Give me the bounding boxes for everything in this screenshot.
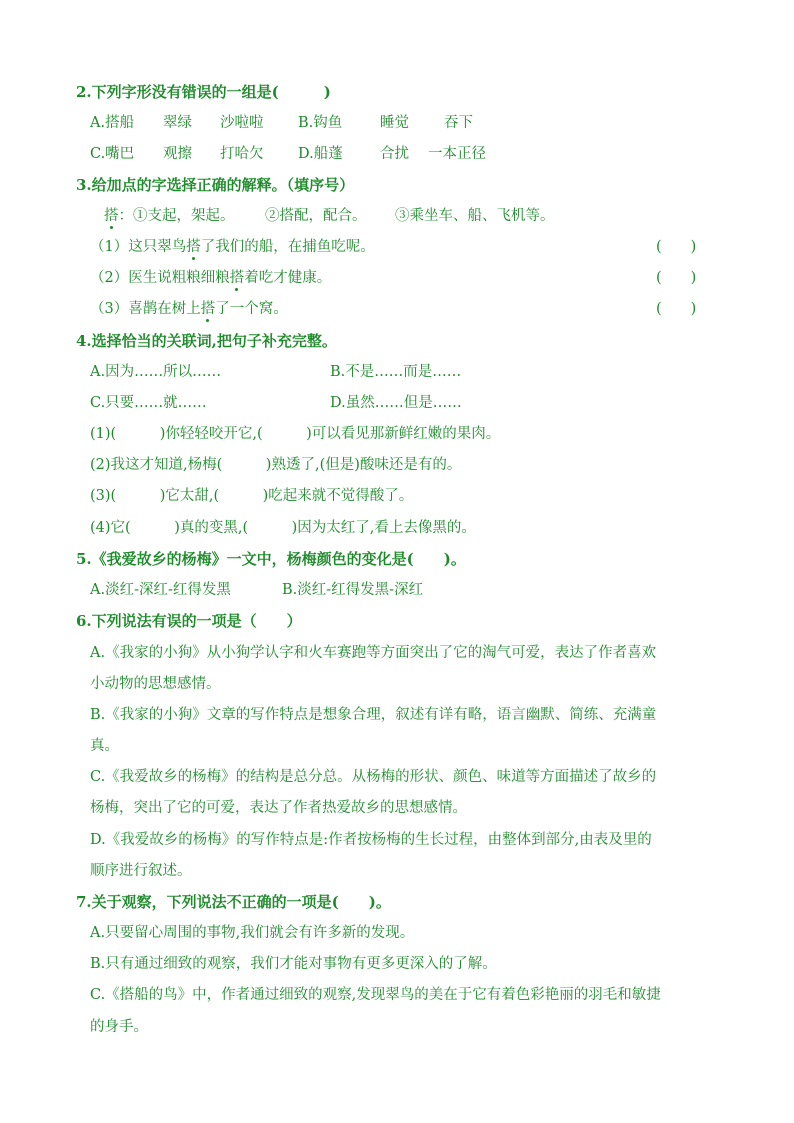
q4-sentence-2: (2)我这才知道,杨梅( )熟透了,(但是)酸味还是有的。 bbox=[90, 457, 462, 473]
q2-option-b-word-2: 睡觉 bbox=[380, 115, 409, 131]
q2-option-c-word-2: 观擦 bbox=[163, 146, 192, 162]
q4-sentence-3: (3)( )它太甜,( )吃起来就不觉得酸了。 bbox=[90, 488, 414, 504]
q3-item-2-answer-blank[interactable]: ( ) bbox=[656, 270, 697, 286]
q4-option-d: D.虽然……但是…… bbox=[330, 395, 462, 411]
q3-def-colon: ： bbox=[118, 208, 133, 224]
q2-option-d-word-2: 合扰 bbox=[380, 146, 409, 162]
q7-option-c-line-1: C.《搭船的鸟》中，作者通过细致的观察,发现翠鸟的美在于它有着色彩艳丽的羽毛和敏捷 bbox=[90, 987, 661, 1003]
q6-option-a-line-1: A.《我家的小狗》从小狗学认字和火车赛跑等方面突出了它的淘气可爱，表达了作者喜欢 bbox=[90, 645, 657, 661]
q3-definition-2: ②搭配，配合。 bbox=[265, 208, 367, 224]
q3-item-3: （3）喜鹊在树上搭了一个窝。 bbox=[90, 301, 288, 317]
q3-item-1-dotted-char: 搭 bbox=[186, 239, 201, 255]
q2-option-b-word-3: 吞下 bbox=[444, 115, 473, 131]
q2-option-a-word-3: 沙啦啦 bbox=[220, 115, 264, 131]
q3-definition-3: ③乘坐车、船、飞机等。 bbox=[395, 208, 555, 224]
q4-option-b: B.不是……而是…… bbox=[330, 364, 462, 380]
q6-option-d-line-1: D.《我爱故乡的杨梅》的写作特点是:作者按杨梅的生长过程，由整体到部分,由表及里的 bbox=[90, 832, 652, 848]
q3-definition-1: ①支起，架起。 bbox=[133, 208, 235, 224]
question-3-title: 3.给加点的字选择正确的解释。（填序号） bbox=[76, 176, 355, 194]
q6-option-d-line-2: 顺序进行叙述。 bbox=[90, 863, 192, 879]
q5-option-a: A.淡红-深红-红得发黑 bbox=[90, 582, 231, 598]
q7-option-b: B.只有通过细致的观察，我们才能对事物有更多更深入的了解。 bbox=[90, 956, 497, 972]
q3-item-1-answer-blank[interactable]: ( ) bbox=[656, 239, 697, 255]
q2-option-c-word-1: C.嘴巴 bbox=[90, 146, 135, 162]
q3-definition-row bbox=[104, 206, 235, 226]
q4-sentence-4: (4)它( )真的变黑,( )因为太红了,看上去像黑的。 bbox=[90, 520, 476, 536]
question-4-title: 4.选择恰当的关联词,把句子补充完整。 bbox=[76, 332, 337, 350]
q7-option-a: A.只要留心周围的事物,我们就会有许多新的发现。 bbox=[90, 925, 415, 941]
q2-option-b-word-1: B.钩鱼 bbox=[298, 115, 343, 131]
q6-option-b-line-1: B.《我家的小狗》文章的写作特点是想象合理，叙述有详有略，语言幽默、简练、充满童 bbox=[90, 707, 657, 723]
q3-item-2-dotted-char: 搭 bbox=[229, 270, 245, 286]
q2-option-a-word-2: 翠绿 bbox=[163, 115, 192, 131]
q2-option-a-word-1: A.搭船 bbox=[90, 115, 135, 131]
q3-item-3-dotted-char: 搭 bbox=[200, 301, 216, 317]
q2-option-c-word-3: 打哈欠 bbox=[220, 146, 264, 162]
q4-option-c: C.只要……就…… bbox=[90, 395, 207, 411]
q4-option-a: A.因为……所以…… bbox=[90, 364, 222, 380]
q4-sentence-1: (1)( )你轻轻咬开它,( )可以看见那新鲜红嫩的果肉。 bbox=[90, 426, 501, 442]
q3-item-3-answer-blank[interactable]: ( ) bbox=[656, 301, 697, 317]
q2-option-d-word-3: 一本正径 bbox=[428, 146, 486, 162]
question-6-title: 6.下列说法有误的一项是（ ） bbox=[76, 612, 302, 630]
q2-option-d-word-1: D.船蓬 bbox=[298, 146, 343, 162]
q7-option-c-line-2: 的身手。 bbox=[90, 1019, 148, 1035]
question-2-title: 2.下列字形没有错误的一组是( ) bbox=[76, 83, 331, 101]
q5-option-b: B.淡红-红得发黑-深红 bbox=[282, 582, 424, 598]
q6-option-c-line-1: C.《我爱故乡的杨梅》的结构是总分总。从杨梅的形状、颜色、味道等方面描述了故乡的 bbox=[90, 769, 657, 785]
q6-option-a-line-2: 小动物的思想感情。 bbox=[90, 676, 221, 692]
q3-item-2: （2）医生说粗粮细粮搭着吃才健康。 bbox=[90, 270, 332, 286]
question-7-title: 7.关于观察，下列说法不正确的一项是( )。 bbox=[76, 893, 391, 911]
q3-item-1: （1）这只翠鸟搭了我们的船，在捕鱼吃呢。 bbox=[90, 239, 375, 255]
question-5-title: 5.《我爱故乡的杨梅》一文中，杨梅颜色的变化是( )。 bbox=[76, 550, 466, 568]
q3-dotted-char: 搭 bbox=[104, 208, 119, 224]
q6-option-b-line-2: 真。 bbox=[90, 738, 119, 754]
q6-option-c-line-2: 杨梅，突出了它的可爱，表达了作者热爱故乡的思想感情。 bbox=[90, 800, 467, 816]
